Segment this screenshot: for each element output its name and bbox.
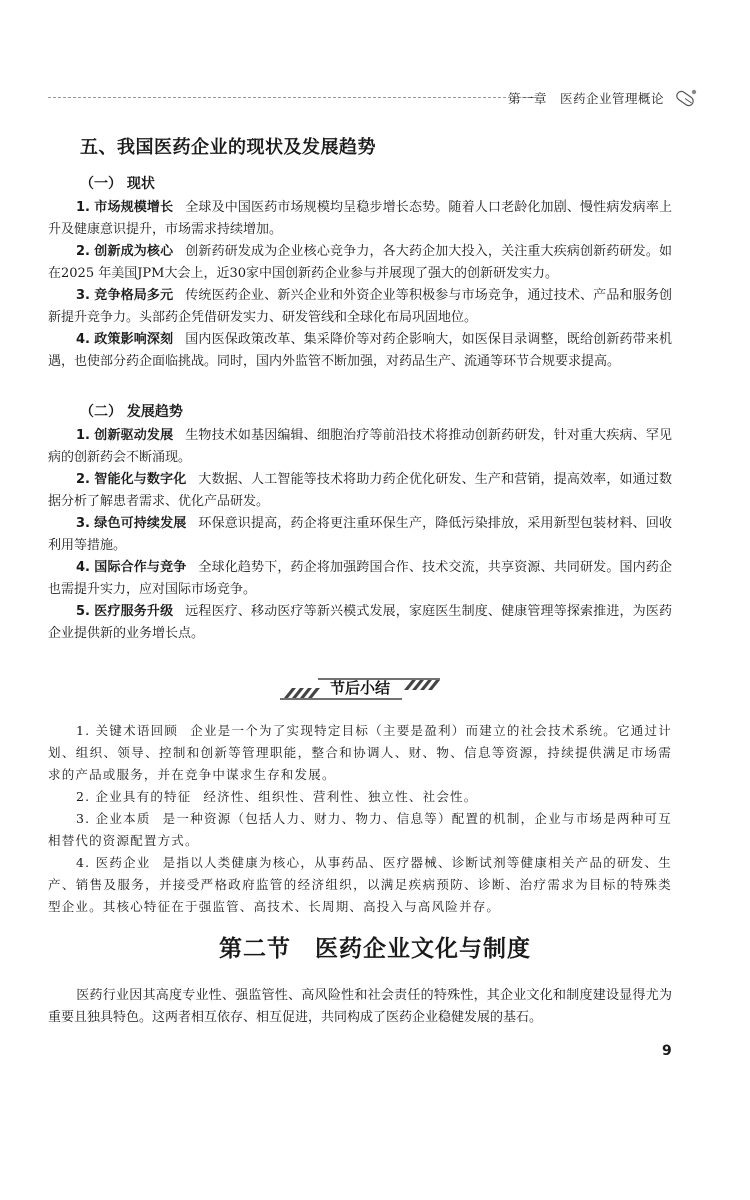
item-text: 大数据、人工智能等技术将助力药企优化研发、生产和营销，提高效率，如通过数据分析了解患者需求、优化产品研发。 xyxy=(48,472,672,509)
subsection-heading-trends: （二） 发展趋势 xyxy=(80,404,183,420)
item-keyword: 企业具有的特征 xyxy=(95,789,192,804)
item-text: 是指以人类健康为核心，从事药品、医疗器械、诊断试剂等健康相关产品的研发、生产、销售及服务，并接受严格政府监管的经济组织，以满足疾病预防、诊断、治疗需求为目标的特殊类型企业。其核心特征在于强监管、高技术、长周期、高投入与高风险并存。 xyxy=(48,855,672,914)
list-item xyxy=(48,720,672,786)
item-text: 传统医药企业、新兴企业和外资企业等积极参与市场竞争，通过技术、产品和服务创新提升竞争力。头部药企凭借研发实力、研发管线和全球化布局巩固地位。 xyxy=(48,288,672,325)
item-keyword: 关键术语回顾 xyxy=(95,723,179,738)
list-item xyxy=(48,425,672,469)
item-keyword: 绿色可持续发展 xyxy=(94,516,187,531)
item-keyword: 企业本质 xyxy=(95,811,151,826)
item-keyword: 医药企业 xyxy=(95,855,151,870)
item-text: 创新药研发成为企业核心竞争力，各大药企加大投入，关注重大疾病创新药研发。如在2025 年美国JPM大会上，近30家中国创新药企业参与并展现了强大的创新研发实力。 xyxy=(48,244,672,281)
item-number: 1. xyxy=(76,723,91,738)
item-number: 4. xyxy=(76,560,90,575)
item-keyword: 竞争格局多元 xyxy=(94,288,174,303)
item-text: 经济性、组织性、营利性、独立性、社会性。 xyxy=(203,789,478,804)
summary-banner xyxy=(280,676,440,702)
running-head-text: 第一章 医药企业管理概论 xyxy=(507,91,664,106)
subsection-heading-current: （一） 现状 xyxy=(80,176,155,192)
list-item xyxy=(48,197,672,241)
list-item xyxy=(48,241,672,285)
section-title: 五、我国医药企业的现状及发展趋势 xyxy=(80,137,376,158)
pill-capsule-icon xyxy=(670,86,700,110)
item-keyword: 创新成为核心 xyxy=(94,244,174,259)
item-text: 企业是一个为了实现特定目标（主要是盈利）而建立的社会技术系统。它通过计划、组织、领导、控制和创新等管理职能，整合和协调人、财、物、信息等资源，持续提供满足市场需求的产品或服务，并在竞争中谋求生存和发展。 xyxy=(48,723,672,782)
item-number: 1. xyxy=(76,428,90,443)
running-head xyxy=(48,86,700,110)
item-text: 国内医保政策改革、集采降价等对药企影响大，如医保目录调整，既给创新药带来机遇，也使部分药企面临挑战。同时，国内外监管不断加强，对药品生产、流通等环节合规要求提高。 xyxy=(48,332,672,369)
item-number: 1. xyxy=(76,200,90,215)
item-text: 全球及中国医药市场规模均呈稳步增长态势。随着人口老龄化加剧、慢性病发病率上升及健康意识提升，市场需求持续增加。 xyxy=(48,200,672,237)
item-keyword: 创新驱动发展 xyxy=(94,428,174,443)
item-number: 4. xyxy=(76,332,90,347)
item-number: 3. xyxy=(76,811,91,826)
item-number: 2. xyxy=(76,472,90,487)
list-item xyxy=(48,513,672,557)
page-number: 9 xyxy=(662,1043,672,1059)
list-item xyxy=(48,557,672,601)
item-text: 生物技术如基因编辑、细胞治疗等前沿技术将推动创新药研发，针对重大疾病、罕见病的创新药会不断涌现。 xyxy=(48,428,672,465)
running-head-rule xyxy=(48,97,536,98)
item-keyword: 政策影响深刻 xyxy=(94,332,174,347)
item-number: 5. xyxy=(76,604,90,619)
intro-text: 医药行业因其高度专业性、强监管性、高风险性和社会责任的特殊性，其企业文化和制度建设显得尤为重要且独具特色。这两者相互依存、相互促进，共同构成了医药企业稳健发展的基石。 xyxy=(48,988,672,1025)
item-number: 4. xyxy=(76,855,91,870)
intro-paragraph xyxy=(48,985,672,1029)
list-item xyxy=(48,285,672,329)
item-text: 全球化趋势下，药企将加强跨国合作、技术交流，共享资源、共同研发。国内药企也需提升实力，应对国际市场竞争。 xyxy=(48,560,672,597)
list-item xyxy=(48,329,672,373)
item-text: 远程医疗、移动医疗等新兴模式发展，家庭医生制度、健康管理等探索推进，为医药企业提供新的业务增长点。 xyxy=(48,604,672,641)
list-item xyxy=(48,601,672,645)
item-number: 2. xyxy=(76,789,91,804)
item-keyword: 市场规模增长 xyxy=(94,200,174,215)
item-number: 2. xyxy=(76,244,90,259)
section-title-2: 第二节 医药企业文化与制度 xyxy=(219,935,531,962)
list-item xyxy=(48,786,672,808)
item-number: 3. xyxy=(76,288,90,303)
list-item xyxy=(48,469,672,513)
item-keyword: 医疗服务升级 xyxy=(94,604,174,619)
list-item xyxy=(48,808,672,852)
summary-banner-title: 节后小结 xyxy=(329,679,390,697)
item-number: 3. xyxy=(76,516,90,531)
item-text: 环保意识提高，药企将更注重环保生产，降低污染排放，采用新型包装材料、回收利用等措施。 xyxy=(48,516,672,553)
item-text: 是一种资源（包括人力、财力、物力、信息等）配置的机制，企业与市场是两种可互相替代的资源配置方式。 xyxy=(48,811,672,848)
item-keyword: 智能化与数字化 xyxy=(94,472,187,487)
item-keyword: 国际合作与竞争 xyxy=(94,560,187,575)
list-item xyxy=(48,852,672,918)
